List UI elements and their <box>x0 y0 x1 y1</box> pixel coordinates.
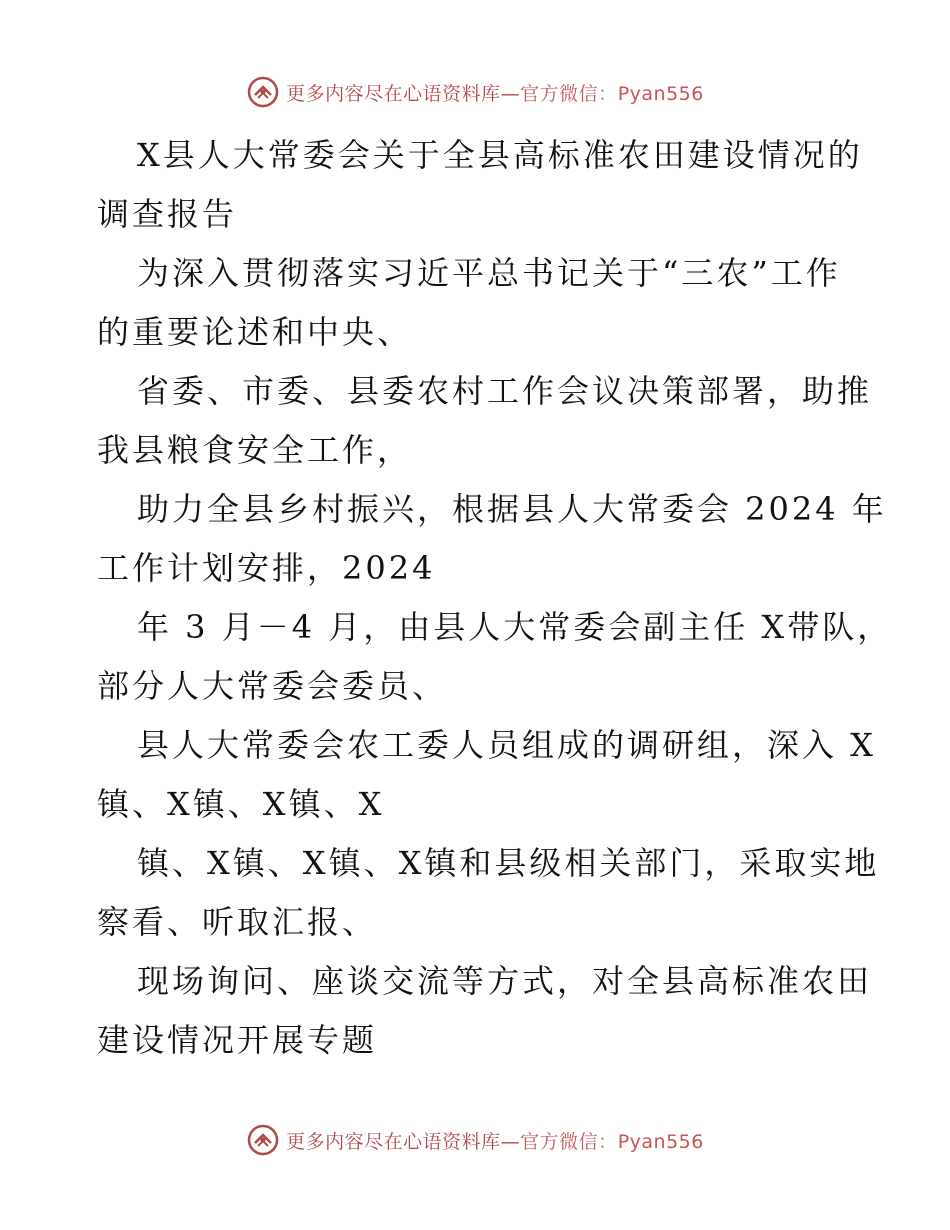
watermark-dash: — <box>500 1130 521 1153</box>
watermark-main: 更多内容尽在心语资料库 <box>286 1130 501 1153</box>
watermark-text <box>286 79 704 106</box>
watermark-id: Pyan556 <box>617 82 704 105</box>
body-line: 部分人大常委会委员、 <box>97 667 448 705</box>
body-line: 镇、X镇、X镇、X镇和县级相关部门，采取实地 <box>137 844 880 882</box>
header-watermark <box>0 72 950 112</box>
watermark-sub: 官方微信： <box>520 82 618 105</box>
footer-watermark <box>0 1120 950 1160</box>
title-line-1: X县人大常委会关于全县高标准农田建设情况的 <box>137 136 863 174</box>
title-line-2: 调查报告 <box>97 195 238 233</box>
body-line: 县人大常委会农工委人员组成的调研组，深入 X <box>137 726 876 764</box>
body-line: 察看、听取汇报、 <box>97 903 378 941</box>
body-line: 工作计划安排，2024 <box>97 549 436 587</box>
body-line: 年 3 月－4 月，由县人大常委会副主任 X带队， <box>137 608 893 646</box>
body-line: 建设情况开展专题 <box>97 1021 378 1059</box>
watermark-main: 更多内容尽在心语资料库 <box>286 82 501 105</box>
watermark-id: Pyan556 <box>617 1130 704 1153</box>
body-line: 的重要论述和中央、 <box>97 313 413 351</box>
book-logo-icon <box>246 1123 280 1157</box>
document-body <box>97 126 893 1070</box>
body-line: 为深入贯彻落实习近平总书记关于“三农”工作 <box>137 254 841 292</box>
watermark-dash: — <box>500 82 521 105</box>
body-line: 镇、X镇、X镇、X <box>97 785 385 823</box>
body-line: 助力全县乡村振兴，根据县人大常委会 2024 年 <box>137 490 887 528</box>
watermark-sub: 官方微信： <box>520 1130 618 1153</box>
book-logo-icon <box>246 75 280 109</box>
body-line: 我县粮食安全工作， <box>97 431 413 469</box>
watermark-text <box>286 1127 704 1154</box>
body-line: 现场询问、座谈交流等方式，对全县高标准农田 <box>137 962 873 1000</box>
body-line: 省委、市委、县委农村工作会议决策部署，助推 <box>137 372 873 410</box>
